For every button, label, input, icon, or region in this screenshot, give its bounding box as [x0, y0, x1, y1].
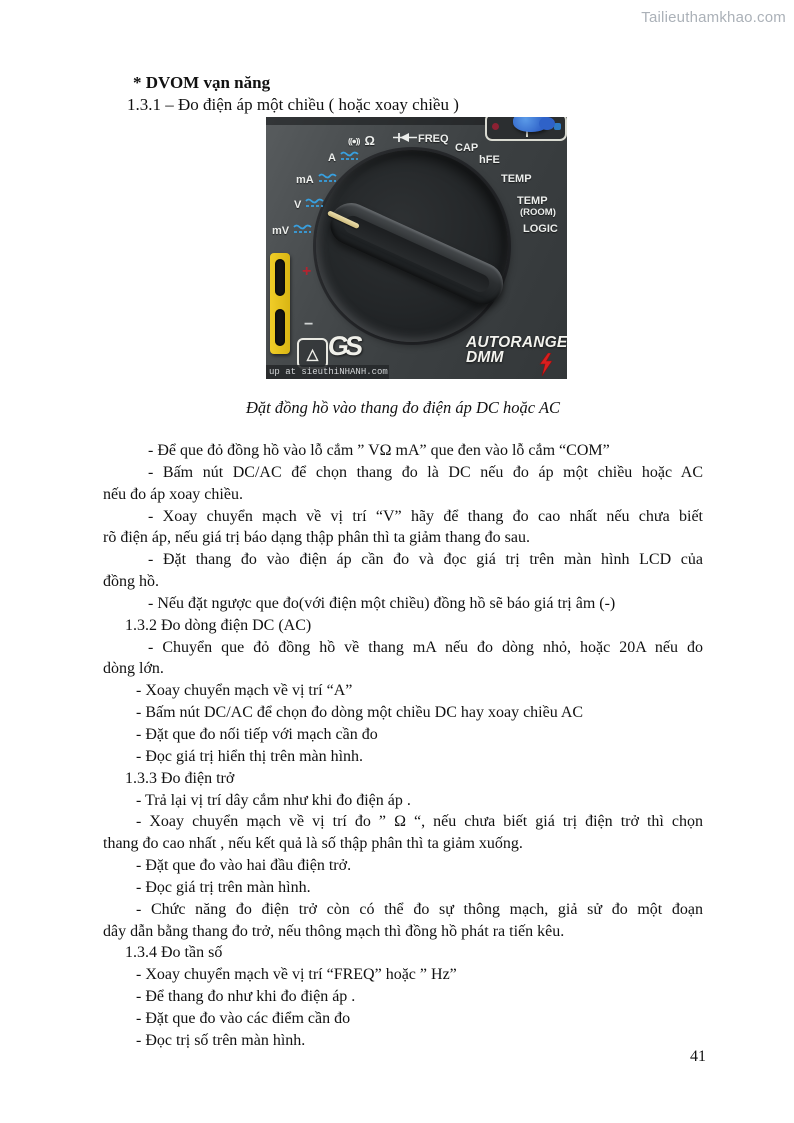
body-line: - Bấm nút DC/AC để chọn thang đo là DC nếu đo áp một chiều hoặc AC	[148, 463, 703, 481]
body-line: đồng hồ.	[103, 573, 159, 591]
body-line: - Để thang đo như khi đo điện áp .	[136, 988, 356, 1006]
brand-dmm: DMM	[466, 349, 504, 366]
body-line: - Đặt que đo vào các điểm cần đo	[136, 1009, 351, 1027]
range-hfe-label: hFE	[479, 154, 500, 166]
acdc-icon	[305, 197, 324, 212]
body-line: - Đặt thang đo vào điện áp cần đo và đọc giá trị trên màn hình LCD của	[148, 551, 703, 569]
body-line: - Xoay chuyển mạch về vị trí “V” hãy để thang đo cao nhất nếu chưa biết	[148, 507, 703, 525]
photo-credit: up at sieuthiNHANH.com	[266, 365, 389, 379]
body-line: rõ điện áp, nếu giá trị báo dạng thập phân thì ta giảm thang đo sau.	[103, 529, 530, 547]
subsection-title: 1.3.1 – Đo điện áp một chiều ( hoặc xoay chiều )	[127, 95, 459, 114]
body-line: dây dẫn bằng thang đo trở, nếu thông mạch thì đồng hồ phát ra tiến kêu.	[103, 922, 565, 940]
site-watermark: Tailieuthamkhao.com	[641, 9, 786, 26]
body-line: - Bấm nút DC/AC để chọn đo dòng một chiều DC hay xoay chiều AC	[136, 704, 584, 722]
range-mv-label: mV	[272, 224, 290, 237]
acdc-icon	[340, 150, 359, 165]
body-line: - Đặt que đo vào hai đầu điện trở.	[136, 857, 352, 875]
range-v-label: V	[294, 198, 302, 211]
body-line: - Nếu đặt ngược que đo(với điện một chiều) đồng hồ sẽ báo giá trị âm (-)	[148, 594, 616, 612]
multimeter-figure	[266, 117, 567, 379]
body-line: - Đặt que đo nối tiếp với mạch cần đo	[136, 725, 378, 743]
jack-plus-label: +	[302, 263, 312, 280]
range-diode	[393, 132, 417, 146]
body-line: - Đọc giá trị trên màn hình.	[136, 878, 311, 896]
buzzer-icon: ((●))	[348, 135, 360, 146]
ohm-symbol: Ω	[364, 133, 375, 148]
jack-slot-top	[275, 259, 285, 296]
range-continuity-ohm	[348, 133, 375, 148]
section-title: * DVOM vạn năng	[133, 73, 271, 92]
range-temp	[501, 173, 532, 185]
range-logic-label: LOGIC	[523, 223, 558, 235]
acdc-icon	[293, 223, 312, 238]
section-line: 1.3.4 Đo tần số	[125, 944, 223, 962]
body-line: dòng lớn.	[103, 660, 164, 678]
section-line: 1.3.3 Đo điện trở	[125, 769, 235, 787]
body-line: - Đọc giá trị hiển thị trên màn hình.	[136, 747, 364, 765]
gs-certification-logo: GS	[326, 331, 361, 361]
range-a-label: A	[328, 151, 336, 164]
range-mv	[272, 223, 312, 238]
body-line: - Chức năng đo điện trở còn có thể đo sự thông mạch, giả sử đo một đoạn	[136, 900, 703, 918]
section-line: 1.3.2 Đo dòng điện DC (AC)	[125, 616, 312, 634]
range-v	[294, 197, 324, 212]
range-temp-room	[517, 195, 556, 219]
range-temp-room-label2: (ROOM)	[520, 207, 556, 218]
triangle-glyph: △	[306, 345, 319, 363]
range-freq	[418, 133, 449, 145]
body-line: - Xoay chuyển mạch về vị trí đo ” Ω “, nếu chưa biết giá trị điện trở thì chọn	[136, 813, 703, 831]
figure-caption: Đặt đồng hồ vào thang đo điện áp DC hoặc AC	[245, 398, 561, 417]
input-jack-strip	[270, 253, 290, 354]
diode-icon	[393, 132, 417, 146]
brand-autorange: AUTORANGE	[466, 334, 567, 351]
socket-red-dot	[492, 123, 499, 130]
range-freq-label: FREQ	[418, 133, 449, 145]
body-line: thang đo cao nhất , nếu kết quả là số thập phân thì ta giảm xuống.	[103, 835, 523, 853]
blue-probe-holder-2	[539, 117, 555, 130]
body-line: - Đọc trị số trên màn hình.	[136, 1031, 306, 1049]
range-cap	[455, 142, 478, 154]
transistor-socket	[485, 117, 567, 141]
range-temp-label: TEMP	[501, 173, 532, 185]
jack-slot-bottom	[275, 309, 285, 346]
body-line: - Chuyển que đỏ đồng hồ về thang mA nếu đo dòng nhỏ, hoặc 20A nếu đo	[148, 638, 703, 656]
range-a	[328, 150, 359, 165]
body-line: - Xoay chuyển mạch về vị trí “A”	[136, 682, 353, 700]
range-hfe	[479, 154, 500, 166]
page-number: 41	[690, 1048, 706, 1065]
body-line: - Trả lại vị trí dây cắm như khi đo điện áp .	[136, 791, 411, 809]
body-line: - Để que đỏ đồng hồ vào lỗ cắm ” VΩ mA” que đen vào lỗ cắm “COM”	[148, 442, 610, 459]
body-text	[103, 440, 703, 1052]
range-temp-room-label1: TEMP	[517, 195, 548, 207]
body-line: nếu đo áp xoay chiều.	[103, 485, 243, 503]
body-line: - Xoay chuyển mạch về vị trí “FREQ” hoặc ” Hz”	[136, 966, 457, 984]
lightning-icon	[538, 353, 554, 379]
range-logic	[523, 223, 558, 235]
range-ma	[296, 172, 337, 187]
acdc-icon	[318, 172, 337, 187]
jack-minus-label: −	[304, 316, 314, 333]
socket-blue-dot	[554, 123, 561, 130]
range-cap-label: CAP	[455, 142, 479, 154]
range-ma-label: mA	[296, 173, 314, 186]
